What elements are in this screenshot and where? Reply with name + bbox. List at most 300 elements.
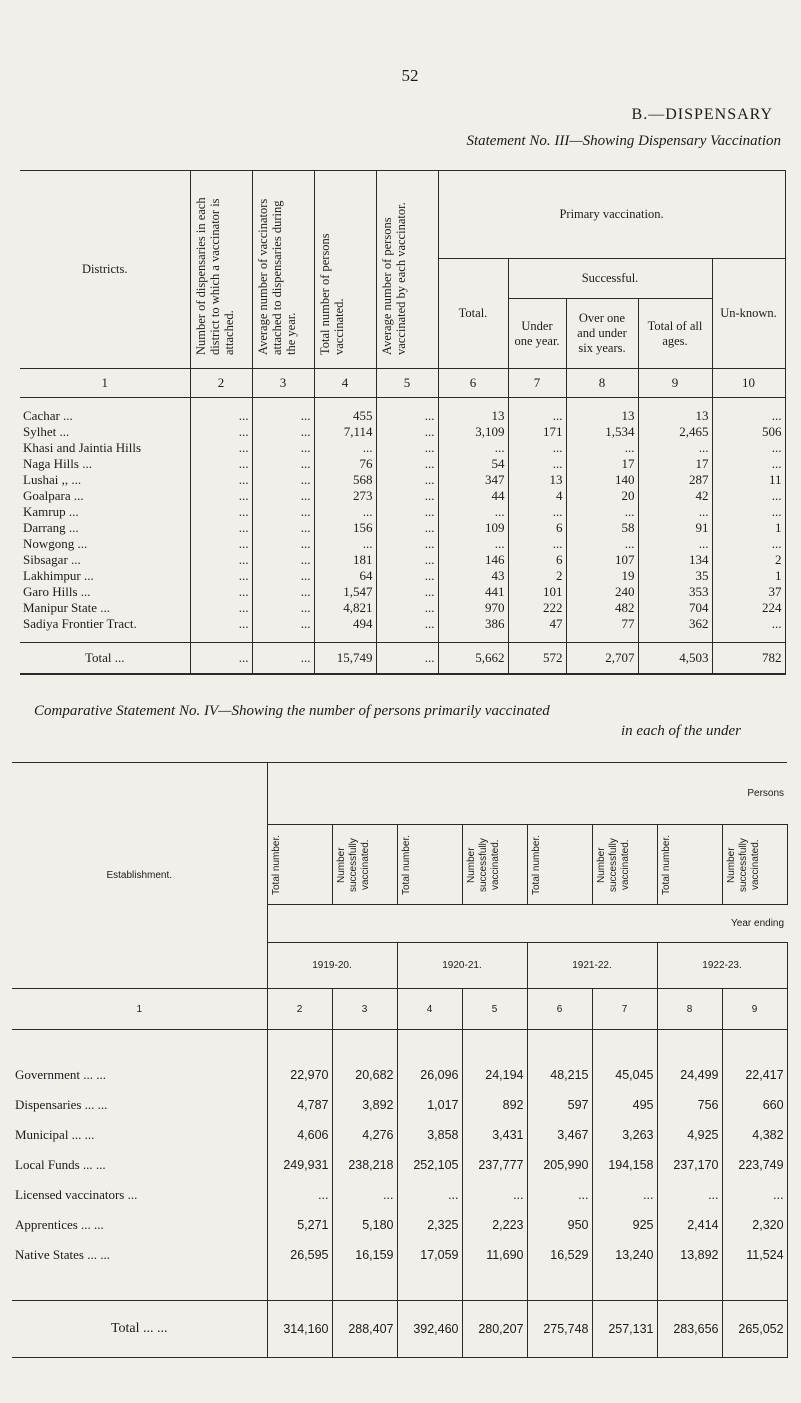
- row-label: Municipal ... ...: [12, 1120, 267, 1150]
- table-cell: 782: [712, 643, 785, 675]
- table-row: [12, 1180, 787, 1210]
- statement-4-caption: Comparative Statement No. IV—Showing the number of persons primarily vaccinated: [34, 703, 550, 719]
- row-label: Lakhimpur ...: [20, 568, 190, 584]
- table-row: [20, 600, 785, 616]
- table-cell: 597: [527, 1090, 592, 1120]
- table-cell: 4,382: [722, 1120, 787, 1150]
- table-cell: 15,749: [314, 643, 376, 675]
- col-success: Number successfully vaccinated.: [465, 837, 501, 892]
- table-cell: 54: [438, 456, 508, 472]
- table-cell: ...: [252, 520, 314, 536]
- table-cell: ...: [508, 504, 566, 520]
- table-cell: 224: [712, 600, 785, 616]
- table-cell: ...: [566, 440, 638, 456]
- table-cell: 48,215: [527, 1060, 592, 1090]
- table-cell: 24,194: [462, 1060, 527, 1090]
- statement-3-caption: Statement No. III—Showing Dispensary Vaccination: [466, 133, 781, 149]
- section-heading: B.—DISPENSARY: [631, 106, 773, 123]
- table-cell: 35: [638, 568, 712, 584]
- table-cell: 4: [508, 488, 566, 504]
- table-cell: ...: [376, 504, 438, 520]
- table-cell: 24,499: [657, 1060, 722, 1090]
- table-cell: 6: [508, 552, 566, 568]
- table-cell: 4,276: [332, 1120, 397, 1150]
- table-cell: 392,460: [397, 1301, 462, 1358]
- table-cell: 22,970: [267, 1060, 332, 1090]
- col-number: 1: [20, 369, 190, 398]
- table-cell: 238,218: [332, 1150, 397, 1180]
- table-cell: 3,109: [438, 424, 508, 440]
- table-cell: 572: [508, 643, 566, 675]
- col-year: 1919-20.: [267, 943, 397, 989]
- table-cell: 6: [508, 520, 566, 536]
- table-cell: ...: [190, 643, 252, 675]
- table-cell: 101: [508, 584, 566, 600]
- table-row: [12, 1090, 787, 1120]
- table-cell: 107: [566, 552, 638, 568]
- table-cell: 194,158: [592, 1150, 657, 1180]
- table-cell: 109: [438, 520, 508, 536]
- table-cell: 280,207: [462, 1301, 527, 1358]
- table-cell: ...: [508, 536, 566, 552]
- row-label: Government ... ...: [12, 1060, 267, 1090]
- col-year-ending: Year ending: [267, 905, 787, 943]
- table-row: [12, 1060, 787, 1090]
- col-year: 1920-21.: [397, 943, 527, 989]
- col-number: 2: [190, 369, 252, 398]
- table-cell: 1: [712, 568, 785, 584]
- table-cell: ...: [190, 472, 252, 488]
- table-cell: 181: [314, 552, 376, 568]
- table-cell: 13: [438, 408, 508, 424]
- table-cell: 3,431: [462, 1120, 527, 1150]
- col-number: 6: [438, 369, 508, 398]
- statement-4-caption-cont: in each of the under: [621, 723, 741, 739]
- table-cell: ...: [712, 440, 785, 456]
- table-cell: 156: [314, 520, 376, 536]
- statement-4-body: [12, 1060, 787, 1270]
- col-number: 4: [397, 989, 462, 1030]
- table-cell: ...: [252, 616, 314, 632]
- table-cell: 64: [314, 568, 376, 584]
- table-cell: 314,160: [267, 1301, 332, 1358]
- statement-3-body: [20, 408, 785, 632]
- col-number: 3: [332, 989, 397, 1030]
- table-cell: 568: [314, 472, 376, 488]
- table-cell: 756: [657, 1090, 722, 1120]
- table-cell: ...: [190, 600, 252, 616]
- table-cell: ...: [376, 424, 438, 440]
- table-cell: ...: [376, 616, 438, 632]
- table-cell: 925: [592, 1210, 657, 1240]
- table-cell: 171: [508, 424, 566, 440]
- table-cell: ...: [722, 1180, 787, 1210]
- table-cell: ...: [438, 440, 508, 456]
- table-cell: 249,931: [267, 1150, 332, 1180]
- col-over-one: Over one and under six years.: [566, 299, 638, 369]
- table-cell: 1,534: [566, 424, 638, 440]
- table-cell: 506: [712, 424, 785, 440]
- table-cell: 704: [638, 600, 712, 616]
- table-cell: ...: [712, 504, 785, 520]
- col-total-vaccinated: Total number of persons vaccinated.: [317, 232, 346, 355]
- table-cell: 45,045: [592, 1060, 657, 1090]
- table-cell: 43: [438, 568, 508, 584]
- table-cell: 3,467: [527, 1120, 592, 1150]
- col-avg-vaccinators: Average number of vaccinators attached to dispensaries during the year.: [255, 198, 298, 355]
- table-row: [20, 472, 785, 488]
- col-total-number: Total number.: [660, 834, 672, 895]
- col-success: Number successfully vaccinated.: [595, 837, 631, 892]
- table-cell: 11,690: [462, 1240, 527, 1270]
- table-cell: ...: [252, 568, 314, 584]
- table-cell: 2: [508, 568, 566, 584]
- table-cell: 16,159: [332, 1240, 397, 1270]
- table-row: [12, 1240, 787, 1270]
- table-cell: 11,524: [722, 1240, 787, 1270]
- table-cell: 892: [462, 1090, 527, 1120]
- table-cell: 265,052: [722, 1301, 787, 1358]
- row-label: Apprentices ... ...: [12, 1210, 267, 1240]
- row-label: Manipur State ...: [20, 600, 190, 616]
- table-cell: ...: [438, 536, 508, 552]
- col-under-one: Under one year.: [508, 299, 566, 369]
- table-cell: 44: [438, 488, 508, 504]
- table-cell: ...: [712, 536, 785, 552]
- table-cell: ...: [508, 408, 566, 424]
- table-cell: 134: [638, 552, 712, 568]
- table-cell: 237,777: [462, 1150, 527, 1180]
- table-cell: ...: [314, 504, 376, 520]
- table-cell: ...: [252, 408, 314, 424]
- table-cell: ...: [566, 536, 638, 552]
- table-row: [20, 440, 785, 456]
- table-cell: 146: [438, 552, 508, 568]
- table-cell: ...: [438, 504, 508, 520]
- table-cell: ...: [376, 600, 438, 616]
- col-establishment: Establishment.: [12, 763, 267, 989]
- table-cell: 441: [438, 584, 508, 600]
- table-cell: 91: [638, 520, 712, 536]
- col-all-ages: Total of all ages.: [638, 299, 712, 369]
- table-cell: ...: [190, 488, 252, 504]
- table-cell: ...: [252, 488, 314, 504]
- table-cell: ...: [376, 584, 438, 600]
- row-label: Local Funds ... ...: [12, 1150, 267, 1180]
- table-cell: 3,858: [397, 1120, 462, 1150]
- col-number: 2: [267, 989, 332, 1030]
- table-cell: 26,096: [397, 1060, 462, 1090]
- col-total-number: Total number.: [270, 834, 282, 895]
- table-cell: 4,821: [314, 600, 376, 616]
- table-cell: 4,606: [267, 1120, 332, 1150]
- table-cell: 2,465: [638, 424, 712, 440]
- table-cell: 223,749: [722, 1150, 787, 1180]
- statement-4-total-row: [12, 1301, 787, 1358]
- table-cell: ...: [592, 1180, 657, 1210]
- row-label: Garo Hills ...: [20, 584, 190, 600]
- total-label: Total ...: [20, 643, 190, 675]
- table-cell: 495: [592, 1090, 657, 1120]
- table-cell: 77: [566, 616, 638, 632]
- statement-3-table: [20, 170, 786, 675]
- table-row: [20, 568, 785, 584]
- table-cell: 2,707: [566, 643, 638, 675]
- table-cell: 16,529: [527, 1240, 592, 1270]
- table-cell: ...: [314, 440, 376, 456]
- statement-4-table: [12, 762, 788, 1358]
- row-label: Kamrup ...: [20, 504, 190, 520]
- row-label: Lushai ,, ...: [20, 472, 190, 488]
- table-cell: ...: [638, 440, 712, 456]
- table-row: [20, 504, 785, 520]
- row-label: Khasi and Jaintia Hills: [20, 440, 190, 456]
- table-row: [20, 536, 785, 552]
- table-cell: 13,240: [592, 1240, 657, 1270]
- row-label: Sylhet ...: [20, 424, 190, 440]
- table-cell: ...: [376, 536, 438, 552]
- table-cell: ...: [376, 440, 438, 456]
- table-cell: 2: [712, 552, 785, 568]
- table-row: [20, 456, 785, 472]
- table-cell: 353: [638, 584, 712, 600]
- table-row: [20, 424, 785, 440]
- table-cell: ...: [508, 456, 566, 472]
- table-row: [20, 488, 785, 504]
- table-cell: 482: [566, 600, 638, 616]
- table-row: [12, 1210, 787, 1240]
- table-cell: ...: [252, 424, 314, 440]
- table-cell: 2,223: [462, 1210, 527, 1240]
- table-cell: 13: [638, 408, 712, 424]
- table-cell: 362: [638, 616, 712, 632]
- table-cell: 205,990: [527, 1150, 592, 1180]
- table-cell: ...: [190, 456, 252, 472]
- row-label: Native States ... ...: [12, 1240, 267, 1270]
- col-number: 1: [12, 989, 267, 1030]
- table-cell: ...: [190, 568, 252, 584]
- table-cell: ...: [190, 424, 252, 440]
- table-cell: ...: [376, 520, 438, 536]
- table-cell: ...: [267, 1180, 332, 1210]
- table-cell: 11: [712, 472, 785, 488]
- table-cell: 19: [566, 568, 638, 584]
- table-cell: 288,407: [332, 1301, 397, 1358]
- table-cell: ...: [508, 440, 566, 456]
- table-cell: ...: [376, 568, 438, 584]
- table-cell: ...: [314, 536, 376, 552]
- table-cell: ...: [527, 1180, 592, 1210]
- table-cell: 22,417: [722, 1060, 787, 1090]
- table-cell: ...: [376, 552, 438, 568]
- table-cell: ...: [397, 1180, 462, 1210]
- table-cell: ...: [252, 440, 314, 456]
- table-cell: 7,114: [314, 424, 376, 440]
- statement-3-total-row: [20, 643, 785, 675]
- col-number: 9: [722, 989, 787, 1030]
- col-unknown: Un-known.: [712, 259, 785, 369]
- col-number: 8: [566, 369, 638, 398]
- col-avg-per-vaccinator: Average number of persons vaccinated by each vaccinator.: [379, 201, 408, 355]
- table-cell: ...: [638, 504, 712, 520]
- total-label: Total ... ...: [12, 1301, 267, 1358]
- table-cell: 237,170: [657, 1150, 722, 1180]
- table-cell: ...: [712, 616, 785, 632]
- col-total-number: Total number.: [400, 834, 412, 895]
- table-cell: 26,595: [267, 1240, 332, 1270]
- row-label: Sibsagar ...: [20, 552, 190, 568]
- table-cell: ...: [332, 1180, 397, 1210]
- table-row: [20, 552, 785, 568]
- table-cell: 4,503: [638, 643, 712, 675]
- table-cell: 4,925: [657, 1120, 722, 1150]
- table-cell: 222: [508, 600, 566, 616]
- table-cell: 5,180: [332, 1210, 397, 1240]
- table-cell: 386: [438, 616, 508, 632]
- table-cell: 4,787: [267, 1090, 332, 1120]
- table-cell: ...: [252, 600, 314, 616]
- table-cell: ...: [190, 536, 252, 552]
- row-label: Cachar ...: [20, 408, 190, 424]
- table-cell: ...: [376, 456, 438, 472]
- col-number: 10: [712, 369, 785, 398]
- table-cell: 1,017: [397, 1090, 462, 1120]
- table-cell: 13: [566, 408, 638, 424]
- table-cell: ...: [190, 504, 252, 520]
- col-primary-vaccination: Primary vaccination.: [438, 171, 785, 259]
- col-successful: Successful.: [508, 259, 712, 299]
- col-total: Total.: [438, 259, 508, 369]
- table-cell: 347: [438, 472, 508, 488]
- table-cell: ...: [190, 440, 252, 456]
- row-label: Nowgong ...: [20, 536, 190, 552]
- table-cell: 58: [566, 520, 638, 536]
- table-cell: ...: [252, 643, 314, 675]
- table-cell: 76: [314, 456, 376, 472]
- table-cell: ...: [190, 552, 252, 568]
- table-cell: ...: [252, 552, 314, 568]
- table-cell: ...: [638, 536, 712, 552]
- table-cell: 3,892: [332, 1090, 397, 1120]
- col-dispensaries: Number of dispensaries in each district to which a vaccinator is attached.: [193, 196, 236, 355]
- table-cell: 257,131: [592, 1301, 657, 1358]
- table-cell: ...: [376, 488, 438, 504]
- table-cell: 252,105: [397, 1150, 462, 1180]
- table-cell: ...: [657, 1180, 722, 1210]
- row-label: Dispensaries ... ...: [12, 1090, 267, 1120]
- table-cell: 20,682: [332, 1060, 397, 1090]
- col-year: 1922-23.: [657, 943, 787, 989]
- table-cell: ...: [190, 616, 252, 632]
- table-row: [20, 408, 785, 424]
- table-cell: ...: [190, 584, 252, 600]
- table-cell: 950: [527, 1210, 592, 1240]
- table-cell: 17: [566, 456, 638, 472]
- table-cell: 3,263: [592, 1120, 657, 1150]
- table-cell: 660: [722, 1090, 787, 1120]
- table-cell: 20: [566, 488, 638, 504]
- table-cell: 5,271: [267, 1210, 332, 1240]
- table-cell: 275,748: [527, 1301, 592, 1358]
- table-cell: 970: [438, 600, 508, 616]
- table-cell: ...: [252, 504, 314, 520]
- table-row: [20, 616, 785, 632]
- table-row: [20, 520, 785, 536]
- table-cell: ...: [252, 456, 314, 472]
- table-row: [12, 1120, 787, 1150]
- table-cell: 5,662: [438, 643, 508, 675]
- table-cell: ...: [712, 408, 785, 424]
- col-number: 6: [527, 989, 592, 1030]
- table-cell: 17: [638, 456, 712, 472]
- table-cell: 455: [314, 408, 376, 424]
- table-cell: ...: [712, 488, 785, 504]
- table-cell: 1,547: [314, 584, 376, 600]
- table-cell: 2,325: [397, 1210, 462, 1240]
- row-label: Goalpara ...: [20, 488, 190, 504]
- col-number: 5: [462, 989, 527, 1030]
- col-number: 7: [592, 989, 657, 1030]
- table-cell: ...: [190, 408, 252, 424]
- row-label: Licensed vaccinators ...: [12, 1180, 267, 1210]
- table-cell: 287: [638, 472, 712, 488]
- row-label: Sadiya Frontier Tract.: [20, 616, 190, 632]
- table-cell: 494: [314, 616, 376, 632]
- table-cell: ...: [376, 472, 438, 488]
- table-cell: 240: [566, 584, 638, 600]
- col-number: 4: [314, 369, 376, 398]
- col-districts: Districts.: [20, 171, 190, 369]
- col-number: 7: [508, 369, 566, 398]
- table-cell: 42: [638, 488, 712, 504]
- table-cell: 283,656: [657, 1301, 722, 1358]
- table-cell: ...: [252, 536, 314, 552]
- col-persons: Persons: [267, 763, 787, 825]
- col-success: Number successfully vaccinated.: [335, 837, 371, 892]
- table-cell: 13: [508, 472, 566, 488]
- col-year: 1921-22.: [527, 943, 657, 989]
- table-cell: 37: [712, 584, 785, 600]
- table-row: [12, 1150, 787, 1180]
- table-cell: 13,892: [657, 1240, 722, 1270]
- table-cell: ...: [190, 520, 252, 536]
- row-label: Naga Hills ...: [20, 456, 190, 472]
- col-number: 9: [638, 369, 712, 398]
- table-cell: 47: [508, 616, 566, 632]
- table-cell: 2,320: [722, 1210, 787, 1240]
- col-number: 8: [657, 989, 722, 1030]
- table-cell: ...: [566, 504, 638, 520]
- table-cell: 1: [712, 520, 785, 536]
- table-cell: 17,059: [397, 1240, 462, 1270]
- col-number: 5: [376, 369, 438, 398]
- col-success: Number successfully vaccinated.: [725, 837, 761, 892]
- page-number: 52: [401, 66, 419, 85]
- table-cell: ...: [376, 408, 438, 424]
- table-cell: 273: [314, 488, 376, 504]
- table-cell: ...: [252, 584, 314, 600]
- table-cell: 140: [566, 472, 638, 488]
- table-row: [20, 584, 785, 600]
- table-cell: ...: [712, 456, 785, 472]
- row-label: Darrang ...: [20, 520, 190, 536]
- table-cell: ...: [376, 643, 438, 675]
- table-cell: ...: [462, 1180, 527, 1210]
- col-total-number: Total number.: [530, 834, 542, 895]
- table-cell: 2,414: [657, 1210, 722, 1240]
- col-number: 3: [252, 369, 314, 398]
- table-cell: ...: [252, 472, 314, 488]
